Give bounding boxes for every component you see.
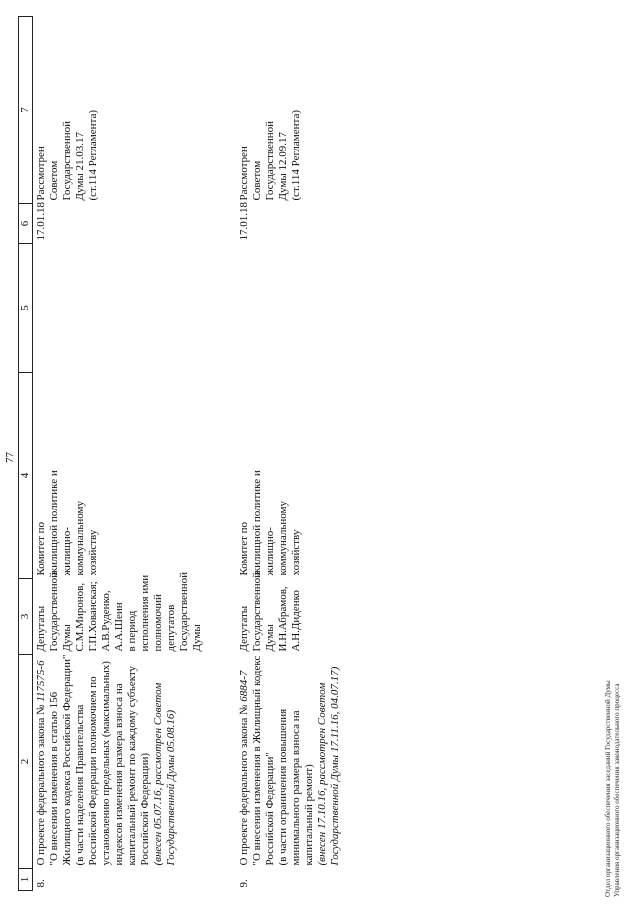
title-line: Российской Федерации полномочием по: [87, 676, 99, 866]
committee-line: жилищно-: [264, 527, 276, 576]
footer-line: Отдел организационного обеспечения заседаний Государственной Думы: [604, 680, 612, 897]
author-line: А.В.Руденко,: [100, 590, 112, 652]
item-number: 8.: [35, 879, 47, 888]
status-cell: [236, 17, 342, 204]
bill-description: [236, 655, 342, 869]
status-line: Государственной: [264, 120, 276, 201]
bill-authors: [236, 571, 342, 655]
column-header: 4: [19, 373, 33, 579]
committee-line: жилищной политике и: [251, 470, 263, 576]
committee-line: Комитет по: [35, 521, 47, 576]
column-5-cell: [33, 244, 237, 373]
title-line: установлению предельных (максимальных): [100, 661, 112, 866]
bill-note: (внесен 05.07.16, рассмотрен Советом: [152, 682, 164, 866]
author-line: Государственной: [251, 571, 263, 652]
title-line: "О внесении изменения в Жилищный кодекс: [251, 655, 263, 866]
author-line: Думы: [191, 624, 203, 652]
title-line: индексов изменения размера взноса на: [113, 683, 125, 866]
column-header: 1: [19, 869, 33, 891]
author-line: И.Н.Абрамов,: [277, 586, 289, 652]
footer-line: Управления организационного обеспечения законодательного процесса: [613, 683, 621, 897]
column-header: 3: [19, 579, 33, 655]
title-line: О проекте федерального закона №: [238, 701, 250, 866]
status-line: Думы 21.03.17: [74, 132, 86, 201]
committee-line: жилищно-: [61, 527, 73, 576]
title-line: Российской Федерации": [264, 752, 276, 866]
status-line: Рассмотрен: [238, 146, 250, 201]
author-line: С.М.Миронов,: [74, 582, 86, 652]
committee-line: хозяйству: [290, 529, 302, 576]
committee-line: хозяйству: [87, 529, 99, 576]
bill-note: Государственной Думы 17.11.16, 04.07.17): [329, 666, 341, 866]
title-line: Российской Федерации): [139, 752, 151, 866]
committee-line: жилищной политике и: [48, 470, 60, 576]
author-line: Государственной: [178, 571, 190, 652]
column-number-row: [19, 17, 33, 891]
date-cell: 17.01.18: [238, 202, 250, 241]
footer: [604, 680, 622, 897]
author-line: исполнения ими: [139, 574, 151, 652]
responsible-committee: [236, 373, 342, 579]
column-5-cell: [236, 244, 342, 373]
committee-line: коммунальному: [74, 500, 86, 576]
column-header: 6: [19, 204, 33, 244]
item-number: 9.: [238, 879, 250, 888]
status-line: Рассмотрен: [35, 146, 47, 201]
status-line: (ст.114 Регламента): [87, 109, 99, 201]
bill-note: Государственной Думы 05.08.16): [165, 709, 177, 866]
column-header: 7: [19, 17, 33, 204]
author-line: А.Н.Диденко: [290, 590, 302, 652]
title-line: Жилищного кодекса Российской Федерации": [61, 654, 73, 866]
date-cell: 17.01.18: [35, 202, 47, 241]
column-header: 5: [19, 244, 33, 373]
bill-description: [33, 655, 237, 869]
title-line: капитальный ремонт по каждому субъекту: [126, 665, 138, 866]
title-line: (в части ограничения повышения: [277, 708, 289, 866]
title-line: (в части наделения Правительства: [74, 704, 86, 866]
author-line: в период: [126, 610, 138, 652]
page-number: 77: [4, 452, 16, 463]
author-line: депутатов: [165, 604, 177, 652]
bill-number: 117575-6: [35, 660, 47, 702]
author-line: Г.П.Хованская;: [87, 581, 99, 652]
status-line: Советом: [251, 160, 263, 201]
author-line: Думы: [61, 624, 73, 652]
responsible-committee: [33, 373, 237, 579]
committee-line: коммунальному: [277, 500, 289, 576]
author-line: Государственной: [48, 571, 60, 652]
table-row: [33, 17, 237, 891]
table-row: [236, 17, 342, 891]
status-line: Советом: [48, 160, 60, 201]
title-line: "О внесении изменения в статью 156: [48, 691, 60, 866]
status-line: (ст.114 Регламента): [290, 109, 302, 201]
title-line: капитальный ремонт): [303, 764, 315, 866]
author-line: А.А.Шеин: [113, 602, 125, 652]
status-cell: [33, 17, 237, 204]
status-line: Государственной: [61, 120, 73, 201]
bill-note: (внесен 17.10.16, рассмотрен Советом: [316, 682, 328, 866]
bill-number: 6884-7: [238, 670, 250, 702]
author-line: Депутаты: [35, 605, 47, 652]
agenda-table: [18, 16, 342, 891]
committee-line: Комитет по: [238, 521, 250, 576]
author-line: полномочий: [152, 594, 164, 652]
title-line: минимального размера взноса на: [290, 710, 302, 866]
status-line: Думы 12.09.17: [277, 132, 289, 201]
author-line: Думы: [264, 624, 276, 652]
title-line: О проекте федерального закона №: [35, 701, 47, 866]
author-line: Депутаты: [238, 605, 250, 652]
bill-authors: [33, 571, 237, 655]
column-header: 2: [19, 655, 33, 869]
